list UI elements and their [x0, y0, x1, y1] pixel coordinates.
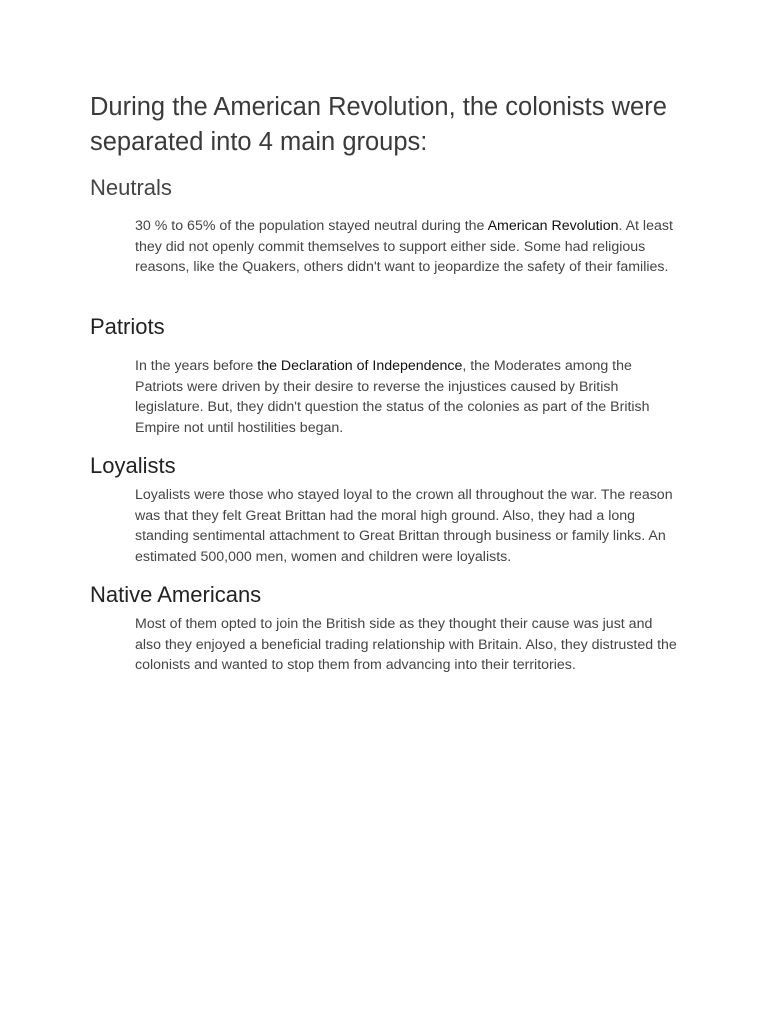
- paragraph-text: In the years before: [135, 358, 258, 374]
- american-revolution-link[interactable]: American Revolution: [487, 218, 619, 234]
- declaration-of-independence-link[interactable]: the Declaration of Independence: [257, 358, 463, 374]
- section-heading-loyalists: Loyalists: [90, 453, 176, 478]
- section-paragraph-native-americans: Most of them opted to join the British side as they thought their cause was just and also they enjoyed a beneficial trading relationship with Britain. Also, they distrusted the colonists and wanted to stop them from advancing into their territories.: [135, 616, 677, 673]
- section-paragraph-neutrals: [135, 216, 680, 278]
- section-heading-native-americans: Native Americans: [90, 582, 262, 607]
- paragraph-text: , the Moderates among the Patriots were driven by their desire to reverse the injustices caused by British legislature. But, they didn't question the status of the colonies as part of the British Empire not until hostilities began.: [135, 358, 650, 436]
- section-paragraph-loyalists: Loyalists were those who stayed loyal to the crown all throughout the war. The reason was that they felt Great Brittan had the moral high ground. Also, they had a long standing sentimental attachment to Great Brittan through business or family links. An estimated 500,000 men, women and children were loyalists.: [135, 487, 673, 565]
- page-title: During the American Revolution, the colonists were separated into 4 main groups:: [90, 93, 667, 156]
- section-heading-neutrals: Neutrals: [90, 175, 172, 200]
- paragraph-text: 30 % to 65% of the population stayed neutral during the: [135, 218, 488, 234]
- section-paragraph-patriots: [135, 356, 680, 438]
- paragraph-text: . At least they did not openly commit themselves to support either side. Some had religious reasons, like the Quakers, others didn't want to jeopardize the safety of their families.: [135, 218, 673, 275]
- section-heading-patriots: Patriots: [90, 314, 165, 339]
